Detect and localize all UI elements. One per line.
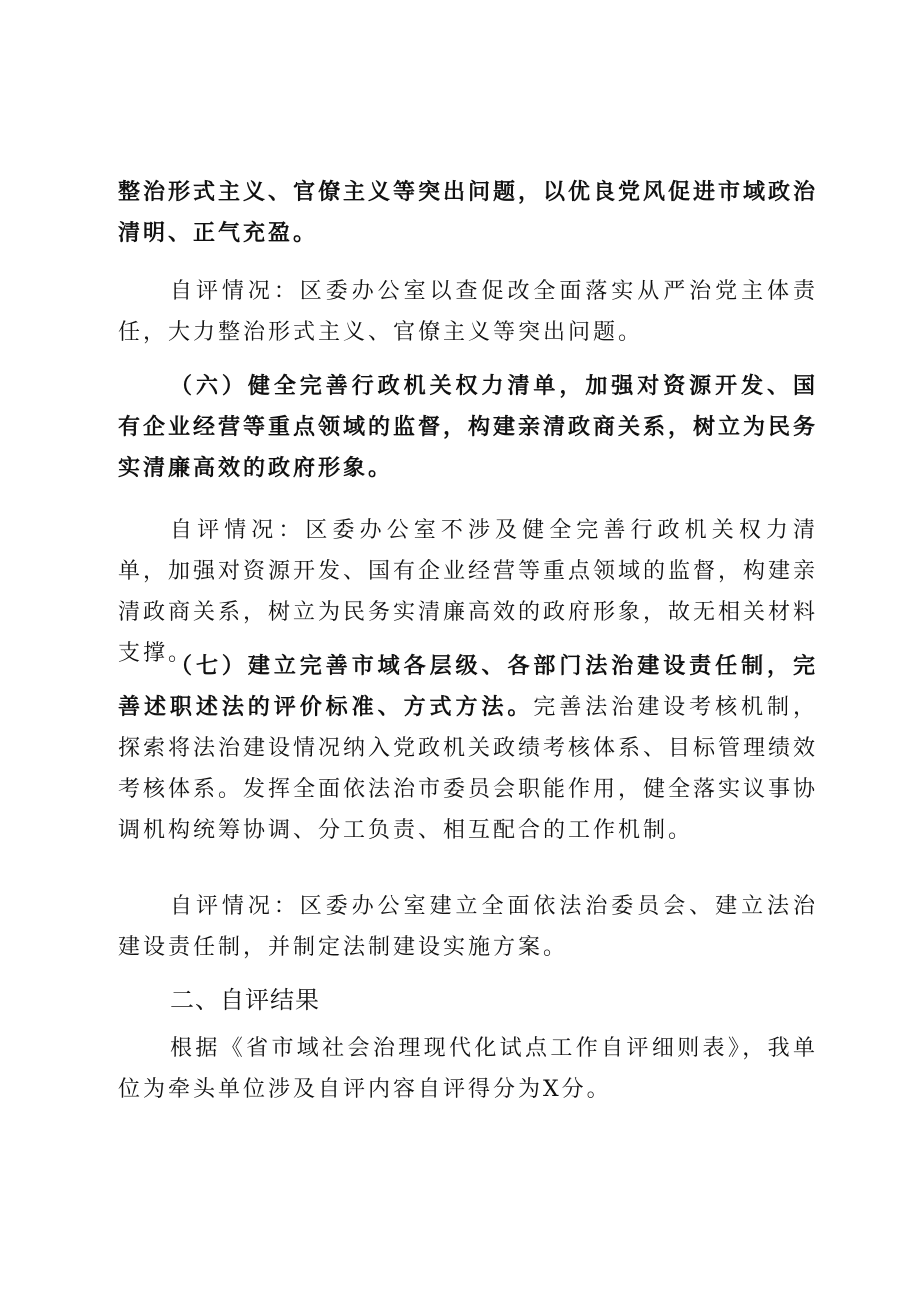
result-paragraph: 根据《省市域社会治理现代化试点工作自评细则表》，我单位为牵头单位涉及自评内容自评得分为X分。 xyxy=(118,1036,818,1102)
section-heading: 二、自评结果 xyxy=(170,986,320,1014)
item-seven-paragraph xyxy=(118,646,818,851)
self-evaluation-paragraph-2: 自评情况：区委办公室不涉及健全完善行政机关权力清单，加强对资源开发、国有企业经营等重点领域的监督，构建亲清政商关系，树立为民务实清廉高效的政府形象，故无相关材料支撑。 xyxy=(118,518,819,666)
item-six-paragraph: （六）健全完善行政机关权力清单，加强对资源开发、国有企业经营等重点领域的监督，构建亲清政商关系，树立为民务实清廉高效的政府形象。 xyxy=(118,373,819,481)
self-evaluation-paragraph-3: 自评情况：区委办公室建立全面依法治委员会、建立法治建设责任制，并制定法制建设实施方案。 xyxy=(118,894,818,960)
paragraph-continuation: 整治形式主义、官僚主义等突出问题，以优良党风促进市域政治清明、正气充盈。 xyxy=(118,179,819,246)
item-seven-title: （七）建立完善市域各层级、各部门法治建设责任制，完善述职述法的评价标准、方式方法。 xyxy=(118,653,818,720)
self-evaluation-paragraph-1: 自评情况：区委办公室以查促改全面落实从严治党主体责任，大力整治形式主义、官僚主义等突出问题。 xyxy=(118,279,818,345)
item-seven-body: 完善法治建设考核机制，探索将法治建设情况纳入党政机关政绩考核体系、目标管理绩效考核体系。发挥全面依法治市委员会职能作用，健全落实议事协调机构统筹协调、分工负责、相互配合的工作机制。 xyxy=(118,695,819,843)
